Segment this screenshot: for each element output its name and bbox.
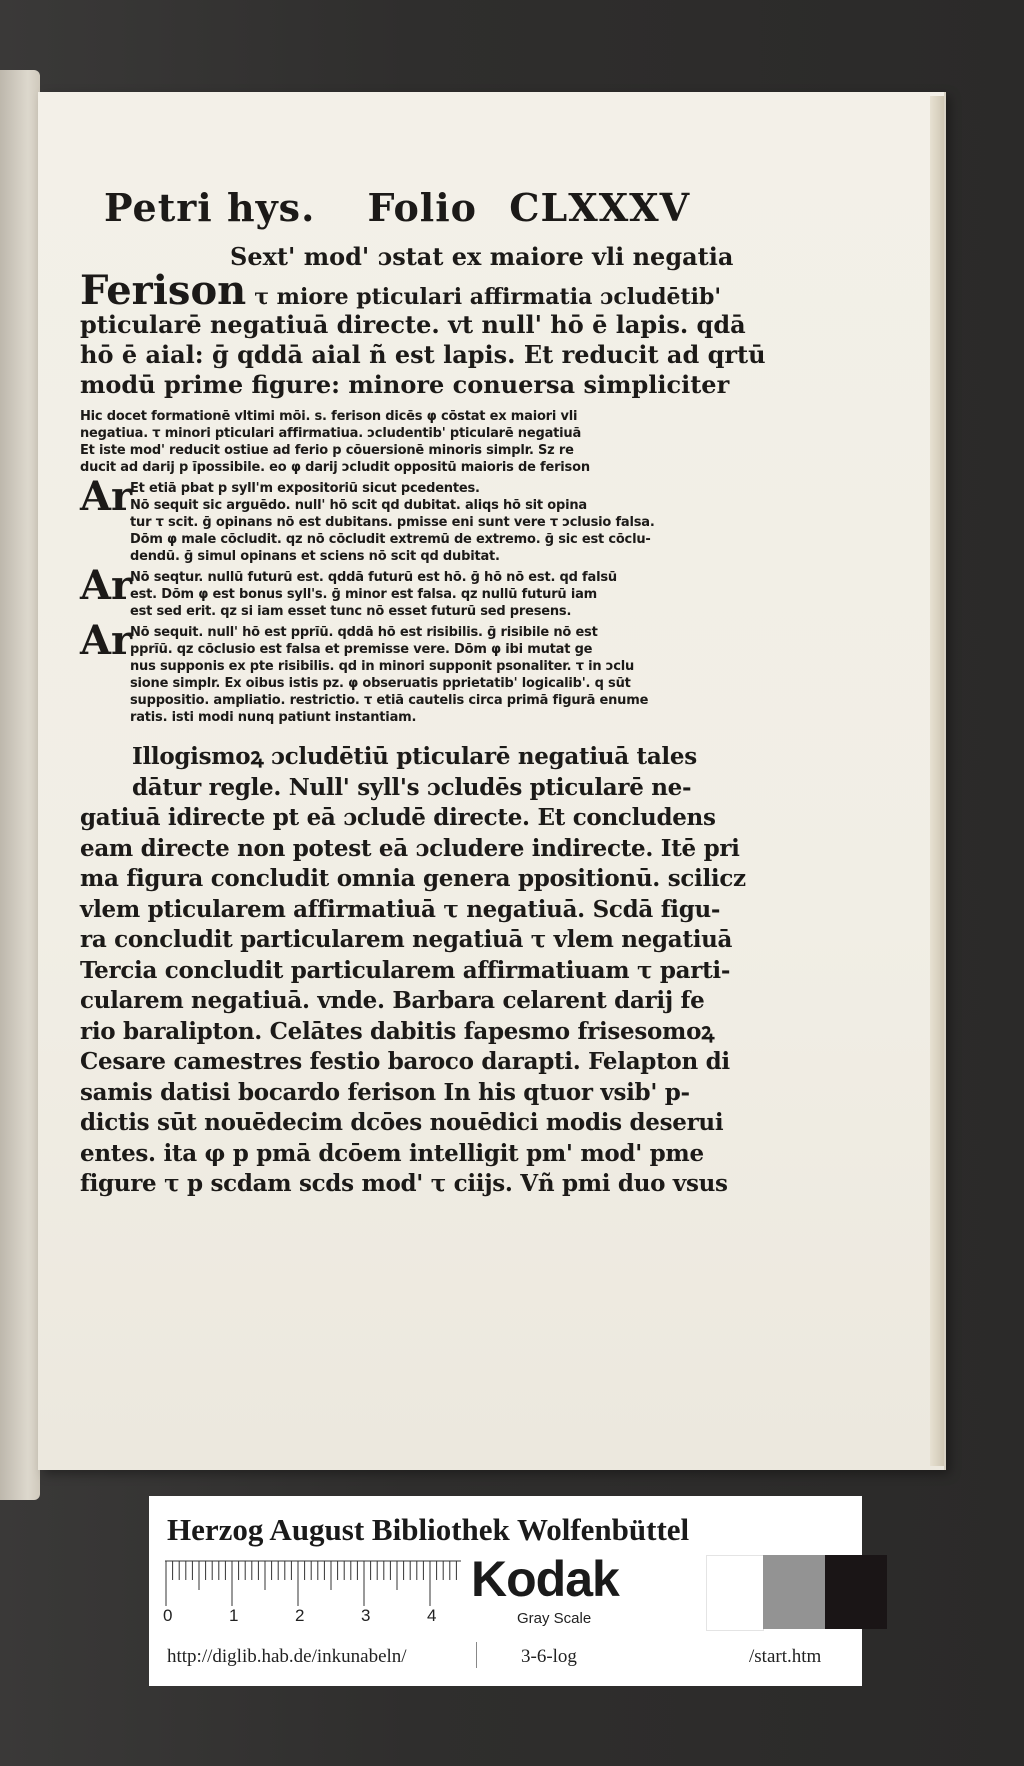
objection-line: Nō seqtur. nullū futurū est. qddā futurū est hō. ḡ hō nō est. qd falsū — [130, 570, 617, 585]
color-target-card — [149, 1496, 862, 1686]
main-text-line: ma figura concludit omnia genera ppositionū. scilicz — [80, 865, 746, 892]
objection-line: sione simplr. Ex oibus istis pz. φ obseruatis pprietatib' logicalib'. q sūt — [130, 676, 631, 691]
main-text-line: vlem pticularem affirmatiuā τ negatiuā. Scdā figu- — [80, 895, 721, 923]
main-text-line: entes. ita φ p pmā dcōem intelligit pm' mod' pme — [80, 1139, 704, 1167]
running-title: Petri hys. — [104, 185, 316, 230]
objection-line: Dōm φ male cōcludit. qz nō cōcludit extremū de extremo. ḡ sic est cōclu- — [130, 532, 651, 547]
folio-number: CLXXXV — [509, 185, 691, 230]
main-text-line: gatiuā idirecte pt eā ɔcludē directe. Et concludens — [80, 804, 716, 831]
ruler-scale — [165, 1560, 461, 1608]
objection-line: Nō sequit sic arguēdo. null' hō scit qd dubitat. aliqs hō sit opina — [130, 498, 587, 513]
commentary — [80, 408, 720, 476]
objection-initial: Ar — [80, 562, 133, 609]
objection — [80, 617, 720, 726]
objection-initial: Ar — [80, 473, 133, 520]
main-paragraph — [80, 742, 746, 1200]
commentary-line: negatiua. τ minori pticulari affirmatiua. ɔcludentib' pticularē negatiuā — [80, 426, 582, 441]
ferison-line — [80, 267, 722, 314]
ruler-numbers — [163, 1606, 463, 1628]
commentary-line: Et iste mod' reducit ostiue ad ferio p cōuersionē minoris simplr. Sz re — [80, 443, 574, 458]
lead-line: pticularē negatiuā directe. vt null' hō ē lapis. qdā — [80, 310, 746, 339]
digital-library-url: http://diglib.hab.de/inkunabeln/ — [167, 1646, 407, 1667]
kodak-logo: Kodak — [471, 1551, 619, 1607]
ruler-number: 2 — [295, 1606, 305, 1625]
main-text-line: cularem negatiuā. vnde. Barbara celarent darij fe — [80, 987, 705, 1014]
ruler-number: 0 — [163, 1606, 173, 1625]
start-page-path: /start.htm — [749, 1646, 822, 1667]
page-header — [104, 185, 720, 230]
mood-name: Ferison — [80, 267, 247, 314]
gray-scale-label: Gray Scale — [517, 1610, 592, 1627]
ruler-number: 4 — [427, 1606, 437, 1625]
main-text-line: samis datisi bocardo ferison In his qtuor vsib' p- — [80, 1078, 690, 1106]
objection-line: Nō sequit. null' hō est pprīū. qddā hō est risibilis. ḡ risibile nō est — [130, 625, 598, 640]
ruler-number: 3 — [361, 1606, 371, 1625]
library-name: Herzog August Bibliothek Wolfenbüttel — [167, 1512, 690, 1547]
lead-line: τ miore pticulari affirmatia ɔcludētib' — [254, 284, 722, 310]
main-text-line: eam directe non potest eā ɔcludere indirecte. Itē pri — [80, 834, 740, 862]
objection — [80, 562, 720, 620]
main-text-line: ra concludit particularem negatiuā τ vlem negatiuā — [80, 926, 733, 953]
main-text-line: Cesare camestres festio baroco darapti. Felapton di — [80, 1048, 730, 1075]
objection-line: Et etiā pbat p syll'm expositoriū sicut pcedentes. — [130, 481, 480, 496]
commentary-line: ducit ad darij p īpossibile. eo φ darij ɔcludit oppositū maioris de ferison — [80, 460, 590, 475]
objection-line: tur τ scit. ḡ opinans nō est dubitans. pmisse eni sunt vere τ ɔclusio falsa. — [130, 515, 655, 530]
black-swatch — [825, 1555, 887, 1629]
main-text-line: figure τ p scdam scds mod' τ ciijs. Vñ pmi duo vsus — [80, 1170, 728, 1197]
objection — [80, 473, 720, 565]
url-divider — [476, 1642, 477, 1668]
commentary-line: Hic docet formationē vltimi mōi. s. ferison dicēs φ cōstat ex maiori vli — [80, 409, 578, 424]
main-text-line: Tercia concludit particularem affirmatiuam τ parti- — [80, 956, 731, 984]
lead-line: hō ē aial: ḡ qddā aial ñ est lapis. Et reducit ad qrtū — [80, 340, 766, 369]
objection-line: pprīū. qz cōclusio est falsa et premisse vere. Dōm φ ibi mutat ge — [130, 642, 593, 657]
objection-line: ratis. isti modi nunq patiunt instantiam. — [130, 710, 417, 725]
page-text — [80, 185, 766, 1200]
white-swatch — [706, 1555, 764, 1631]
objection-line: est sed erit. qz si iam esset tunc nō esset futurū sed presens. — [130, 604, 572, 619]
main-text-line: rio baralipton. Celātes dabitis fapesmo frisesomoꝝ — [80, 1017, 715, 1045]
lead-line: Sext' mod' ɔstat ex maiore vli negatia — [230, 242, 734, 271]
objection-line: dendū. ḡ simul opinans et sciens nō scit qd dubitat. — [130, 549, 500, 564]
main-text-line: dātur regle. Null' syll's ɔcludēs pticularē ne- — [132, 773, 692, 801]
folio-label: Folio — [367, 185, 478, 230]
objection-initial: Ar — [80, 617, 133, 664]
objection-line: est. Dōm φ est bonus syll's. ḡ minor est falsa. qz nullū futurū iam — [130, 587, 597, 602]
lead-line: modū prime figure: minore conuersa simpliciter — [80, 370, 730, 399]
previous-page-edge — [0, 70, 40, 1500]
main-text-line: Illogismoꝝ ɔcludētiū pticularē negatiuā tales — [132, 743, 697, 770]
page-edge — [930, 96, 944, 1466]
objection-line: nus supponis ex pte risibilis. qd in minori supponit psonaliter. τ in ɔclu — [130, 659, 635, 674]
main-text-line: dictis sūt nouēdecim dcōes nouēdici modis deserui — [80, 1109, 724, 1136]
shelfmark-label: 3-6-log — [521, 1646, 577, 1667]
objection-line: suppositio. ampliatio. restrictio. τ etiā cautelis circa primā figurā enume — [130, 693, 649, 708]
ruler-number: 1 — [229, 1606, 239, 1625]
gray-swatch — [763, 1555, 825, 1629]
